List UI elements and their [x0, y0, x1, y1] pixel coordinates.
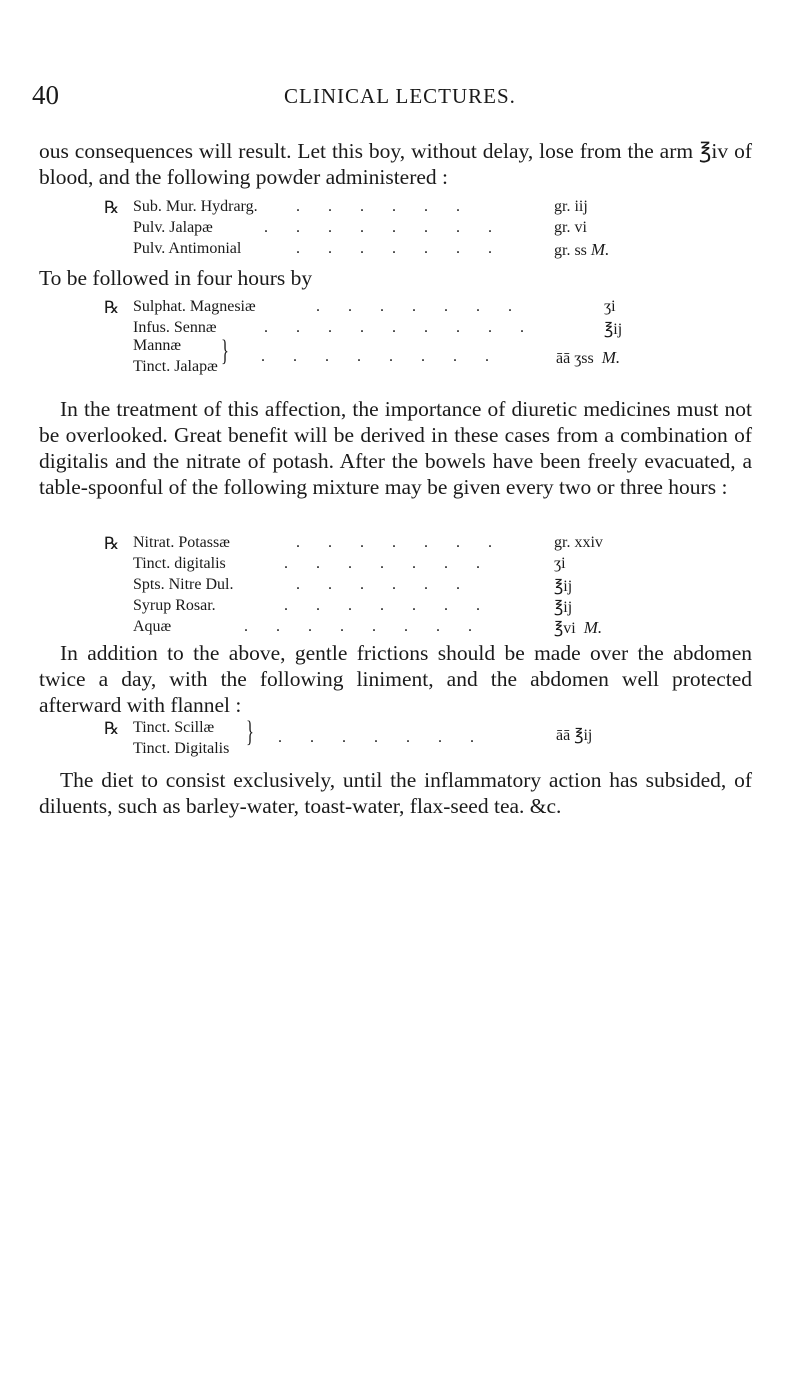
- recipe-symbol: ℞: [104, 198, 120, 217]
- prescription-line: [0, 240, 800, 261]
- paragraph-text: ous consequences will result. Let this boy, without delay, lose from the arm ℥iv of blood, and the following powder administered :: [39, 139, 752, 189]
- paragraph-text: In addition to the above, gentle frictions should be made over the abdomen twice a day, with the following liniment, and the abdomen well protected afterward with flannel :: [39, 641, 752, 717]
- drug-name: Mannæ: [133, 337, 181, 354]
- drug-name: Pulv. Antimonial: [133, 240, 242, 257]
- prescription-line: [0, 319, 800, 340]
- prescription-line: [0, 555, 800, 576]
- prescription-4: [0, 715, 800, 761]
- leader-dots: . . . . . . .: [284, 555, 492, 572]
- leader-dots: . . . . . . .: [296, 534, 504, 551]
- prescription-1: [0, 198, 800, 261]
- drug-name: Syrup Rosar.: [133, 597, 216, 614]
- leader-dots: . . . . . .: [296, 198, 472, 215]
- drug-name: Aquæ: [133, 618, 172, 635]
- page-header: [32, 80, 768, 110]
- leader-dots: . . . . . . .: [278, 729, 486, 746]
- dose: ʒi: [604, 298, 616, 315]
- paragraph-5: [39, 767, 752, 819]
- drug-name: Spts. Nitre Dul.: [133, 576, 234, 593]
- prescription-line: [0, 358, 800, 382]
- drug-name: Tinct. Digitalis: [133, 740, 230, 757]
- paragraph-text: To be followed in four hours by: [39, 266, 313, 290]
- leader-dots: . . . . . . . . .: [264, 319, 536, 336]
- recipe-symbol: ℞: [104, 534, 120, 553]
- leader-dots: . . . . . .: [296, 576, 472, 593]
- dose: ℥vi M.: [554, 618, 603, 637]
- leader-dots: . . . . . . . .: [261, 348, 501, 365]
- recipe-symbol: ℞: [104, 298, 120, 317]
- paragraph-text: In the treatment of this affection, the importance of diuretic medicines must not be overlooked. Great benefit will be derived in these cases from a combination of digitalis and the nitrate of potash. After the bowels have been freely evacuated, a table-spoonful of the following mixture may be given every two or three hours :: [39, 397, 752, 499]
- leader-dots: . . . . . . .: [296, 240, 504, 257]
- leader-dots: . . . . . . .: [284, 597, 492, 614]
- paragraph-text: The diet to consist exclusively, until the inflammatory action has subsided, of diluents, such as barley-water, toast-water, flax-seed tea. &c.: [39, 768, 752, 818]
- dose: āā ℥ij: [556, 727, 593, 744]
- prescription-line: [0, 618, 800, 639]
- leader-dots: . . . . . . . .: [244, 618, 484, 635]
- prescription-line: [0, 740, 800, 761]
- drug-name: Tinct. Scillæ: [133, 719, 215, 736]
- recipe-symbol: ℞: [104, 719, 120, 738]
- dose: ℥ij: [554, 578, 573, 595]
- drug-name: Sulphat. Magnesiæ: [133, 298, 256, 315]
- prescription-line: [0, 198, 800, 219]
- drug-name: Tinct. Jalapæ: [133, 358, 218, 375]
- dose: gr. vi: [554, 219, 587, 236]
- drug-name: Pulv. Jalapæ: [133, 219, 213, 236]
- prescription-line: [0, 219, 800, 240]
- drug-name: Infus. Sennæ: [133, 319, 217, 336]
- drug-name: Nitrat. Potassæ: [133, 534, 230, 551]
- paragraph-2: [39, 265, 752, 291]
- prescription-line: [0, 298, 800, 319]
- prescription-line: [0, 715, 800, 748]
- dose: ʒi: [554, 555, 566, 572]
- leader-dots: . . . . . . . .: [264, 219, 504, 236]
- dose: gr. iij: [554, 198, 588, 215]
- leader-dots: . . . . . . .: [316, 298, 524, 315]
- drug-name: Tinct. digitalis: [133, 555, 226, 572]
- prescription-2: [0, 298, 800, 382]
- running-head: CLINICAL LECTURES.: [284, 84, 516, 108]
- page-number: 40: [32, 80, 59, 110]
- grouping-brace: }: [246, 715, 254, 748]
- prescription-line: [0, 597, 800, 618]
- dose: āā ʒss M.: [556, 348, 621, 367]
- prescription-line: [0, 576, 800, 597]
- dose: gr. xxiv: [554, 534, 603, 551]
- dose: gr. ss M.: [554, 240, 610, 259]
- paragraph-1: [39, 138, 752, 190]
- grouping-brace: }: [221, 334, 229, 367]
- paragraph-3: [39, 396, 752, 500]
- prescription-3: [0, 534, 800, 639]
- drug-name: Sub. Mur. Hydrarg.: [133, 198, 258, 215]
- dose: ℥ij: [554, 599, 573, 616]
- paragraph-4: [39, 640, 752, 718]
- prescription-line: [0, 534, 800, 555]
- dose: ℥ij: [604, 321, 623, 338]
